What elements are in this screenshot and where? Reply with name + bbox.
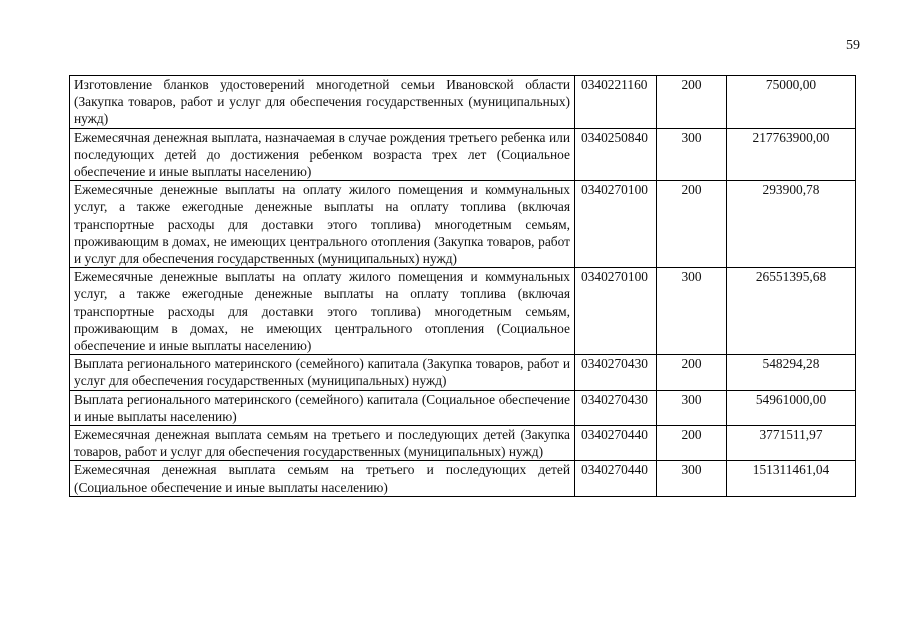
row-expense-type: 200 — [657, 355, 727, 390]
row-description: Выплата регионального материнского (семейного) капитала (Закупка товаров, работ и услуг для обеспечения государственных (муниципальных) нужд) — [70, 355, 575, 390]
row-expense-type: 300 — [657, 128, 727, 181]
row-expense-type: 300 — [657, 268, 727, 355]
row-amount: 54961000,00 — [727, 390, 856, 425]
row-target-code: 0340270440 — [575, 426, 657, 461]
row-description: Ежемесячные денежные выплаты на оплату жилого помещения и коммунальных услуг, а также ежегодные денежные выплаты на оплату топлива (включая транспортные расходы для доставки этого топлива) многодетным семьям, проживающим в домах, не имеющих центрального отопления (Социальное обеспечение и иные выплаты населению) — [70, 268, 575, 355]
row-description: Ежемесячные денежные выплаты на оплату жилого помещения и коммунальных услуг, а также ежегодные денежные выплаты на оплату топлива (включая транспортные расходы для доставки этого топлива) многодетным семьям, проживающим в домах, не имеющих центрального отопления (Закупка товаров, работ и услуг для обеспечения государственных (муниципальных) нужд) — [70, 181, 575, 268]
row-amount: 151311461,04 — [727, 461, 856, 496]
row-amount: 3771511,97 — [727, 426, 856, 461]
budget-table — [69, 75, 856, 497]
page-number: 59 — [846, 38, 860, 53]
row-expense-type: 200 — [657, 76, 727, 129]
table-row — [70, 390, 856, 425]
table-row — [70, 181, 856, 268]
row-expense-type: 200 — [657, 426, 727, 461]
row-description: Изготовление бланков удостоверений многодетной семьи Ивановской области (Закупка товаров, работ и услуг для обеспечения государственных (муниципальных) нужд) — [70, 76, 575, 129]
row-amount: 293900,78 — [727, 181, 856, 268]
row-description: Ежемесячная денежная выплата семьям на третьего и последующих детей (Социальное обеспечение и иные выплаты населению) — [70, 461, 575, 496]
row-expense-type: 300 — [657, 461, 727, 496]
row-expense-type: 200 — [657, 181, 727, 268]
row-description: Ежемесячная денежная выплата семьям на третьего и последующих детей (Закупка товаров, работ и услуг для обеспечения государственных (муниципальных) нужд) — [70, 426, 575, 461]
table-row — [70, 355, 856, 390]
row-target-code: 0340270430 — [575, 355, 657, 390]
table-row — [70, 268, 856, 355]
table-row — [70, 128, 856, 181]
row-target-code: 0340221160 — [575, 76, 657, 129]
row-description: Ежемесячная денежная выплата, назначаемая в случае рождения третьего ребенка или последующих детей до достижения ребенком возраста трех лет (Социальное обеспечение и иные выплаты населению) — [70, 128, 575, 181]
row-description: Выплата регионального материнского (семейного) капитала (Социальное обеспечение и иные выплаты населению) — [70, 390, 575, 425]
row-target-code: 0340270100 — [575, 181, 657, 268]
row-amount: 26551395,68 — [727, 268, 856, 355]
table-row — [70, 426, 856, 461]
row-target-code: 0340270430 — [575, 390, 657, 425]
table-row — [70, 76, 856, 129]
row-target-code: 0340270100 — [575, 268, 657, 355]
row-expense-type: 300 — [657, 390, 727, 425]
row-target-code: 0340250840 — [575, 128, 657, 181]
row-amount: 75000,00 — [727, 76, 856, 129]
row-amount: 548294,28 — [727, 355, 856, 390]
row-target-code: 0340270440 — [575, 461, 657, 496]
row-amount: 217763900,00 — [727, 128, 856, 181]
table-row — [70, 461, 856, 496]
